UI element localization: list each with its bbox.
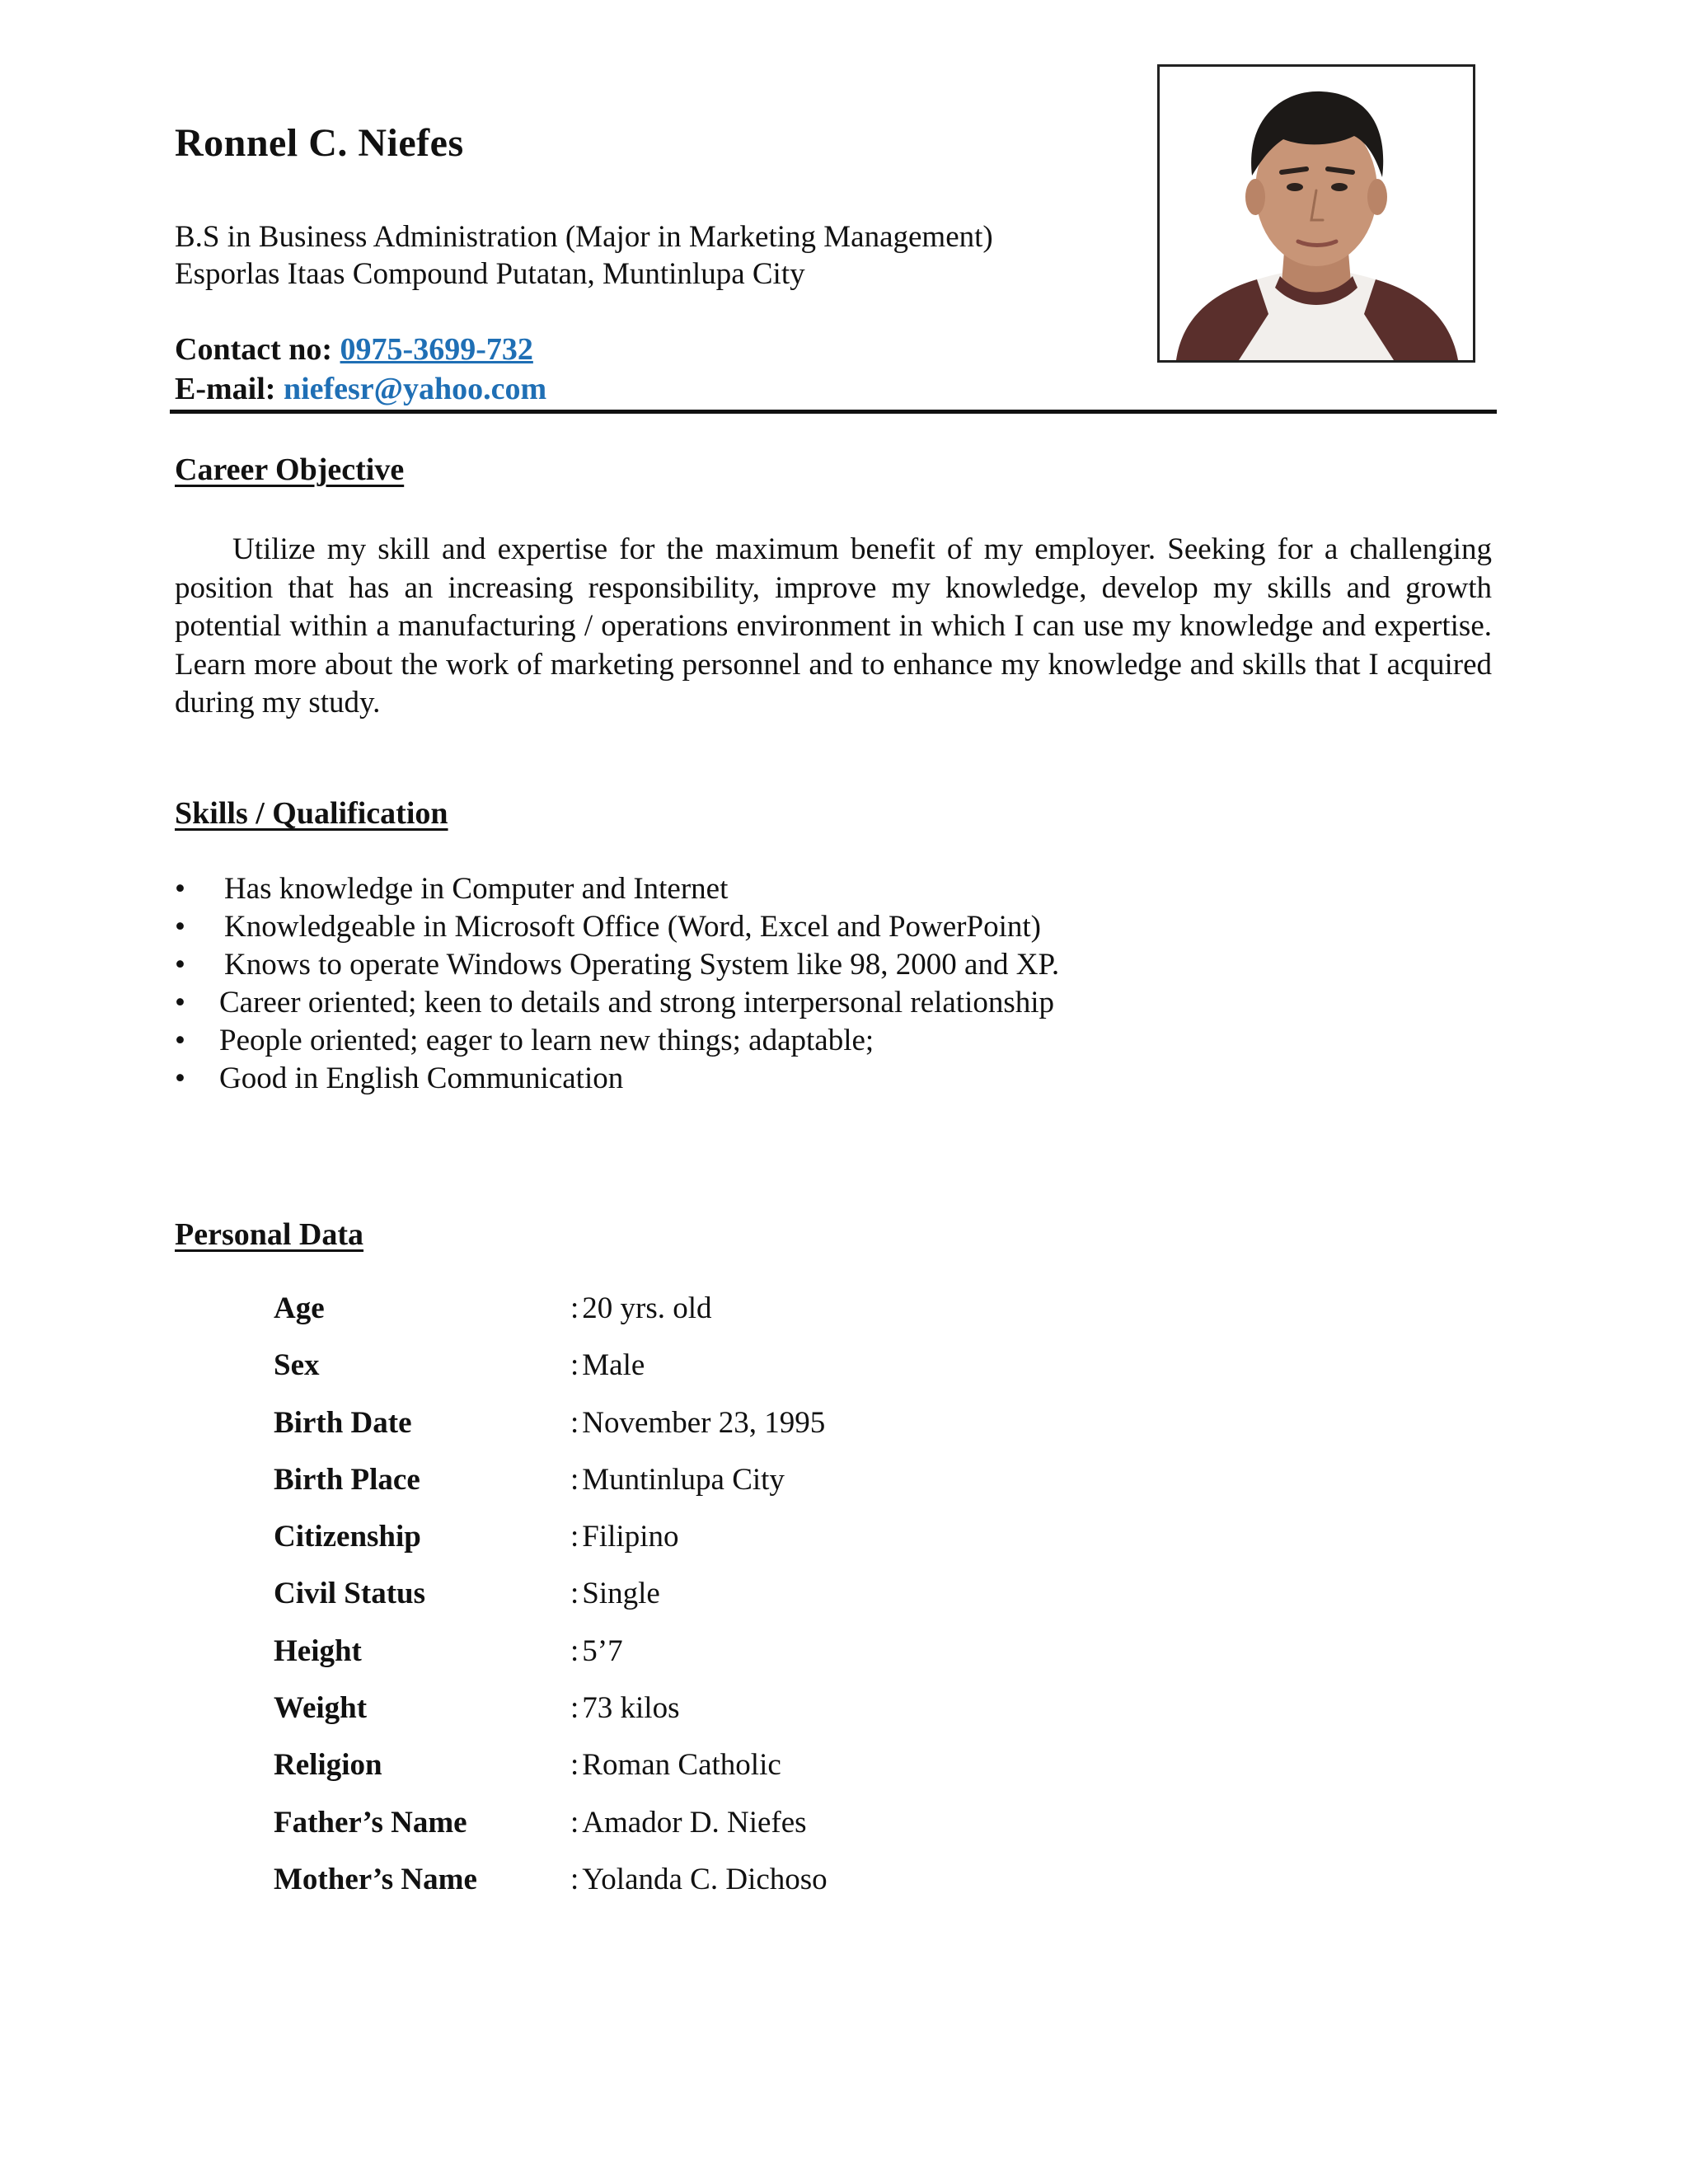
portrait-photo [1157,64,1475,363]
bullet-icon: • [175,986,185,1019]
address-line: Esporlas Itaas Compound Putatan, Muntinlupa City [175,257,805,291]
personal-data-value: Single [582,1577,660,1611]
colon-separator: : [570,1748,579,1783]
personal-data-label: Citizenship [274,1520,421,1554]
personal-data-heading: Personal Data [175,1217,364,1252]
personal-data-label: Height [274,1633,362,1668]
colon-separator: : [570,1805,579,1840]
personal-data-value-cell [570,1747,781,1783]
personal-data-label: Weight [274,1691,368,1726]
personal-data-label: Father’s Name [274,1805,467,1840]
personal-data-value: Male [582,1348,645,1383]
personal-data-label: Civil Status [274,1577,426,1611]
skill-text: Has knowledge in Computer and Internet [224,872,729,906]
contact-number-link[interactable]: 0975-3699-732 [340,332,533,367]
email-label: E-mail: [175,372,276,406]
personal-data-value: Roman Catholic [582,1748,781,1783]
bullet-icon: • [175,1062,185,1095]
personal-data-value-cell [570,1519,678,1554]
bullet-icon: • [175,872,185,906]
personal-data-value: November 23, 1995 [582,1405,826,1440]
colon-separator: : [570,1462,579,1497]
bullet-icon: • [175,948,185,982]
colon-separator: : [570,1862,579,1896]
email-link[interactable]: niefesr@yahoo.com [283,372,547,406]
colon-separator: : [570,1577,579,1611]
personal-data-value-cell [570,1633,623,1669]
skill-text: Knowledgeable in Microsoft Office (Word, Excel and PowerPoint) [224,910,1041,944]
header-divider [170,410,1497,414]
personal-data-value: Amador D. Niefes [582,1805,807,1840]
bullet-icon: • [175,910,185,944]
personal-data-label: Age [274,1291,325,1325]
portrait-illustration [1160,67,1473,360]
skill-text: People oriented; eager to learn new things; adaptable; [219,1024,874,1057]
personal-data-value: 5’7 [582,1633,623,1668]
contact-number-line [175,331,533,368]
career-objective-text: Utilize my skill and expertise for the maximum benefit of my employer. Seeking for a challenging position that has an increasing responsibility, improve my knowledge, develop my skills and growth potential within a manufacturing / operations environment in which I can use my knowledge and expertise. Learn more about the work of marketing personnel and to enhance my knowledge and skills that I acquired during my study. [175,532,1492,719]
colon-separator: : [570,1405,579,1440]
skill-text: Good in English Communication [219,1062,624,1095]
personal-data-value: Yolanda C. Dichoso [582,1862,828,1896]
skill-text: Knows to operate Windows Operating System like 98, 2000 and XP. [224,948,1060,982]
bullet-icon: • [175,1024,185,1057]
personal-data-value-cell [570,1462,785,1497]
skills-heading: Skills / Qualification [175,796,448,831]
personal-data-label: Religion [274,1748,382,1783]
personal-data-value-cell [570,1690,680,1726]
candidate-name: Ronnel C. Niefes [175,121,464,165]
personal-data-value: 73 kilos [582,1691,680,1726]
personal-data-label: Birth Place [274,1462,420,1497]
personal-data-value-cell [570,1805,807,1840]
personal-data-value-cell [570,1862,828,1897]
contact-label: Contact no: [175,332,333,367]
personal-data-value: Muntinlupa City [582,1462,785,1497]
skill-text: Career oriented; keen to details and strong interpersonal relationship [219,986,1055,1019]
personal-data-value-cell [570,1347,645,1383]
personal-data-value-cell [570,1291,712,1326]
colon-separator: : [570,1348,579,1383]
career-objective-heading: Career Objective [175,452,405,487]
personal-data-value-cell [570,1576,660,1611]
colon-separator: : [570,1520,579,1554]
personal-data-value: Filipino [582,1520,679,1554]
personal-data-label: Birth Date [274,1405,412,1440]
colon-separator: : [570,1691,579,1726]
degree-line: B.S in Business Administration (Major in Marketing Management) [175,220,993,254]
personal-data-value-cell [570,1405,825,1441]
email-line [175,371,546,407]
personal-data-label: Sex [274,1348,320,1383]
personal-data-value: 20 yrs. old [582,1291,712,1325]
colon-separator: : [570,1291,579,1325]
personal-data-label: Mother’s Name [274,1862,477,1896]
colon-separator: : [570,1633,579,1668]
